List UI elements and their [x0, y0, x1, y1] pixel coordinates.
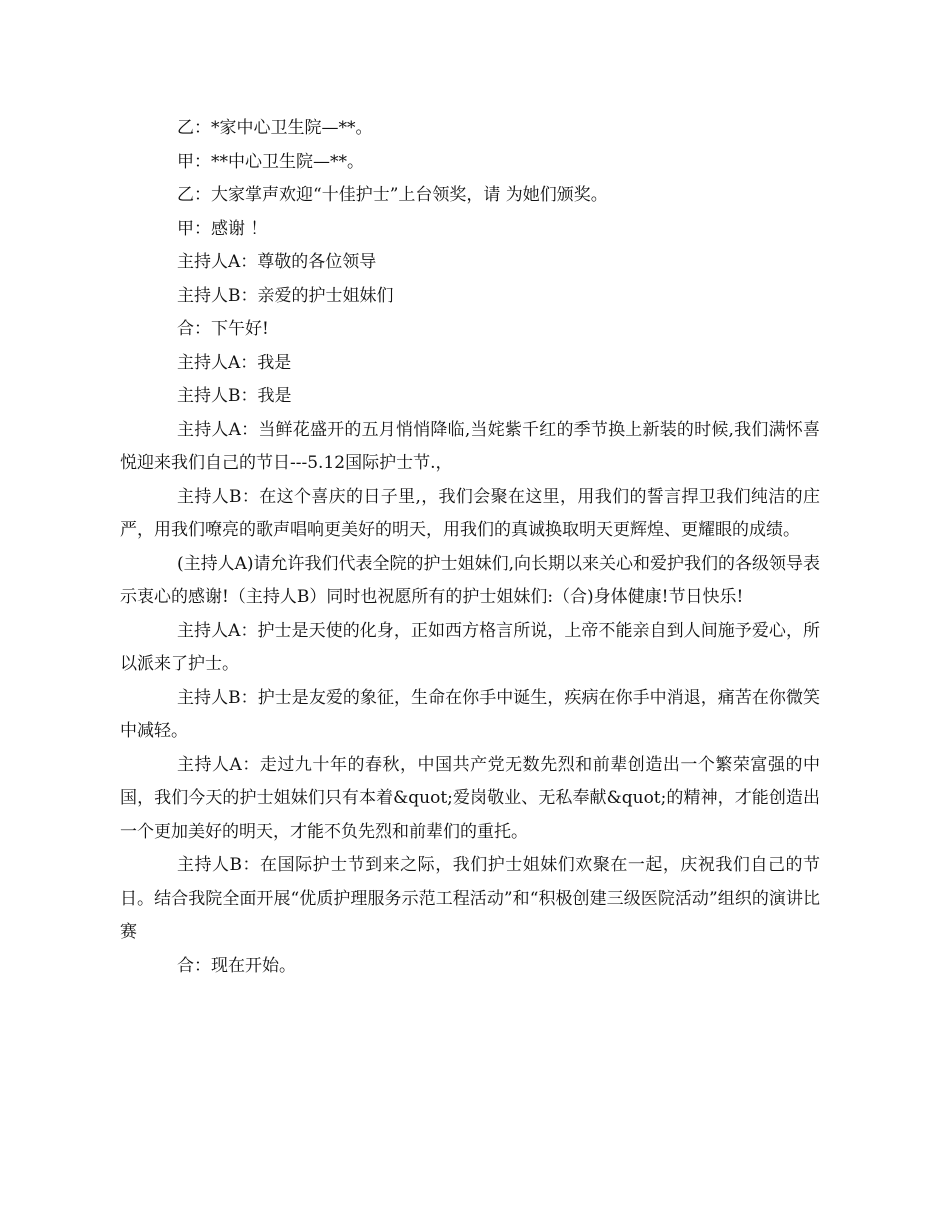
paragraph: 主持人A：当鲜花盛开的五月悄悄降临,当姹紫千红的季节换上新装的时候,我们满怀喜悦迎来我们自己的节日---5.12国际护士节.， — [120, 419, 820, 473]
paragraph: 合：下午好! — [177, 319, 269, 339]
paragraph: 甲：**中心卫生院—**。 — [177, 151, 364, 172]
paragraph: 主持人B：护士是友爱的象征，生命在你手中诞生，疾病在你手中消退，痛苦在你微笑中减轻。 — [120, 687, 820, 741]
paragraph: 主持人B：在国际护士节到来之际，我们护士姐妹们欢聚在一起，庆祝我们自己的节日。结合我院全面开展“优质护理服务示范工程活动”和“积极创建三级医院活动”组织的演讲比赛 — [120, 855, 820, 942]
paragraph: 主持人A：走过九十年的春秋，中国共产党无数先烈和前辈创造出一个繁荣富强的中国，我们今天的护士姐妹们只有本着&quot;爱岗敬业、无私奉献&quot;的精神，才能创造出一个更加美好的明天，才能不负先烈和前辈们的重托。 — [120, 754, 820, 842]
paragraph: 乙：大家掌声欢迎“十佳护士”上台领奖，请 为她们颁奖。 — [177, 185, 608, 205]
paragraph: (主持人A)请允许我们代表全院的护士姐妹们,向长期以来关心和爱护我们的各级领导表示衷心的感谢!（主持人B）同时也祝愿所有的护士姐妹们:（合)身体健康!节日快乐! — [120, 553, 820, 607]
paragraph: 主持人A：护士是天使的化身，正如西方格言所说，上帝不能亲自到人间施予爱心，所以派来了护士。 — [120, 620, 820, 674]
paragraph: 主持人B：我是 — [177, 386, 292, 406]
paragraph: 主持人B：在这个喜庆的日子里,，我们会聚在这里，用我们的誓言捍卫我们纯洁的庄严，用我们嘹亮的歌声唱响更美好的明天，用我们的真诚换取明天更辉煌、更耀眼的成绩。 — [120, 486, 820, 540]
paragraph: 主持人B：亲爱的护士姐妹们 — [177, 285, 394, 306]
paragraph: 主持人A：尊敬的各位领导 — [177, 252, 377, 272]
paragraph: 合：现在开始。 — [177, 955, 296, 976]
paragraph: 乙：*家中心卫生院—**。 — [177, 118, 373, 138]
document-body — [120, 112, 820, 983]
paragraph: 甲：感谢 ！ — [177, 218, 268, 239]
paragraph: 主持人A：我是 — [177, 352, 292, 373]
